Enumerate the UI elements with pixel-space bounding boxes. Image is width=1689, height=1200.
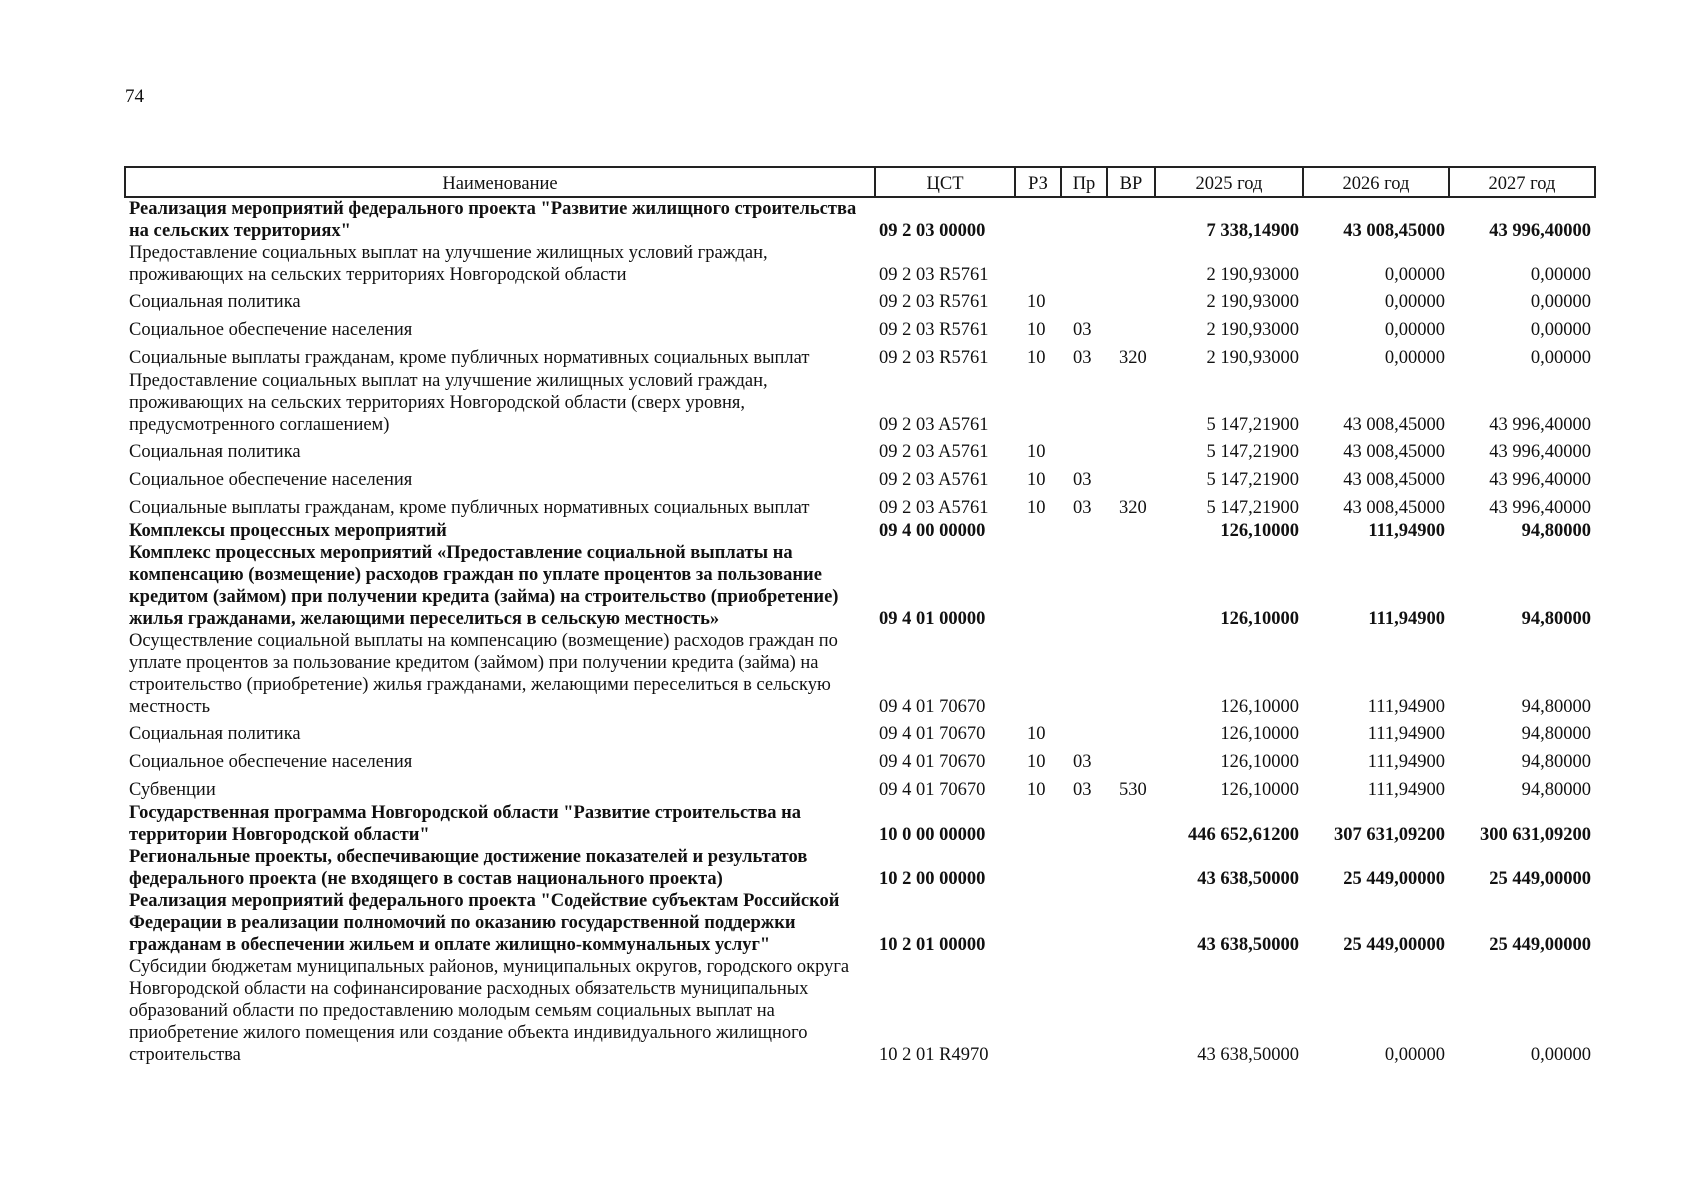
row-pr — [1061, 846, 1107, 890]
row-pr — [1061, 802, 1107, 846]
row-2025: 126,10000 — [1220, 752, 1299, 772]
table-row — [125, 802, 1595, 846]
row-rz — [1015, 197, 1061, 242]
row-name: Субсидии бюджетам муниципальных районов, муниципальных округов, городского округа Новгородской области на софинансирование расходных обязательств муниципальных образований области по предоставлению молодым семьям социальных выплат на приобретение жилого помещения или создание объекта индивидуального жилищного строительства — [129, 957, 850, 1065]
row-2026: 111,94900 — [1367, 752, 1445, 772]
row-vr — [1107, 520, 1155, 542]
row-pr: 03 — [1073, 752, 1092, 772]
row-rz — [1015, 630, 1061, 718]
row-name: Социальная политика — [129, 292, 301, 312]
row-2026: 25 449,00000 — [1343, 935, 1445, 955]
row-cst: 10 2 01 00000 — [879, 935, 986, 955]
table-row — [125, 436, 1595, 464]
row-rz: 10 — [1027, 320, 1046, 340]
row-cst: 09 2 03 A5761 — [879, 415, 989, 435]
row-2025: 5 147,21900 — [1206, 498, 1299, 518]
row-vr: 320 — [1119, 348, 1147, 368]
row-vr — [1107, 436, 1155, 464]
row-2026: 111,94900 — [1367, 697, 1445, 717]
row-2027: 0,00000 — [1530, 1045, 1591, 1065]
row-2026: 43 008,45000 — [1343, 470, 1445, 490]
row-2025: 2 190,93000 — [1206, 292, 1299, 312]
row-rz — [1015, 542, 1061, 630]
row-pr — [1061, 718, 1107, 746]
row-cst: 09 4 01 70670 — [879, 780, 986, 800]
row-pr — [1061, 890, 1107, 956]
row-2026: 0,00000 — [1384, 1045, 1445, 1065]
row-2027: 25 449,00000 — [1489, 869, 1591, 889]
row-vr — [1107, 746, 1155, 774]
row-cst: 10 2 01 R4970 — [879, 1045, 989, 1065]
col-header-2026: 2026 год — [1303, 167, 1449, 197]
row-rz: 10 — [1027, 442, 1046, 462]
row-2027: 0,00000 — [1530, 265, 1591, 285]
row-2025: 2 190,93000 — [1206, 320, 1299, 340]
row-2027: 94,80000 — [1521, 724, 1591, 744]
row-pr — [1061, 286, 1107, 314]
row-rz — [1015, 520, 1061, 542]
row-2026: 0,00000 — [1384, 320, 1445, 340]
row-2026: 43 008,45000 — [1343, 442, 1445, 462]
row-rz: 10 — [1027, 292, 1046, 312]
row-cst: 09 2 03 A5761 — [879, 498, 989, 518]
row-pr: 03 — [1073, 348, 1092, 368]
row-2026: 0,00000 — [1384, 348, 1445, 368]
row-2025: 43 638,50000 — [1197, 1045, 1299, 1065]
row-2025: 126,10000 — [1220, 697, 1299, 717]
row-cst: 09 4 01 70670 — [879, 697, 986, 717]
table-row — [125, 956, 1595, 1066]
row-vr — [1107, 890, 1155, 956]
table-row — [125, 197, 1595, 242]
row-2027: 300 631,09200 — [1480, 825, 1591, 845]
row-2025: 5 147,21900 — [1206, 415, 1299, 435]
col-header-2025: 2025 год — [1155, 167, 1303, 197]
row-pr — [1061, 370, 1107, 436]
row-rz — [1015, 802, 1061, 846]
table-row — [125, 890, 1595, 956]
table-row — [125, 774, 1595, 802]
row-2027: 43 996,40000 — [1489, 442, 1591, 462]
col-header-vr: ВР — [1107, 167, 1155, 197]
row-rz: 10 — [1027, 470, 1046, 490]
row-pr — [1061, 242, 1107, 286]
row-2026: 111,94900 — [1368, 521, 1445, 541]
table-row — [125, 846, 1595, 890]
col-header-cst: ЦСТ — [875, 167, 1015, 197]
row-vr — [1107, 314, 1155, 342]
row-cst: 09 4 01 70670 — [879, 752, 986, 772]
table-row — [125, 542, 1595, 630]
table-row — [125, 370, 1595, 436]
row-name: Комплексы процессных мероприятий — [129, 521, 447, 541]
row-rz — [1015, 370, 1061, 436]
row-2027: 43 996,40000 — [1489, 470, 1591, 490]
row-pr — [1061, 436, 1107, 464]
row-vr — [1107, 464, 1155, 492]
row-2025: 126,10000 — [1220, 609, 1299, 629]
row-pr — [1061, 197, 1107, 242]
budget-table — [124, 166, 1596, 1066]
row-2026: 43 008,45000 — [1343, 498, 1445, 518]
row-2025: 2 190,93000 — [1206, 348, 1299, 368]
row-vr — [1107, 542, 1155, 630]
col-header-pr: Пр — [1061, 167, 1107, 197]
row-2027: 94,80000 — [1521, 521, 1591, 541]
table-row — [125, 718, 1595, 746]
row-name: Региональные проекты, обеспечивающие достижение показателей и результатов федерального проекта (не входящего в состав национального проекта) — [129, 847, 808, 889]
row-rz — [1015, 846, 1061, 890]
row-2025: 5 147,21900 — [1206, 442, 1299, 462]
table-row — [125, 630, 1595, 718]
row-2027: 94,80000 — [1521, 780, 1591, 800]
row-2027: 94,80000 — [1521, 697, 1591, 717]
row-vr — [1107, 197, 1155, 242]
row-name: Социальное обеспечение населения — [129, 470, 413, 490]
row-2027: 0,00000 — [1530, 292, 1591, 312]
row-vr — [1107, 286, 1155, 314]
row-vr — [1107, 802, 1155, 846]
row-rz — [1015, 890, 1061, 956]
row-pr: 03 — [1073, 780, 1092, 800]
row-2025: 7 338,14900 — [1206, 221, 1299, 241]
row-name: Социальное обеспечение населения — [129, 320, 413, 340]
table-row — [125, 342, 1595, 370]
row-pr: 03 — [1073, 470, 1092, 490]
row-vr — [1107, 956, 1155, 1066]
row-name: Осуществление социальной выплаты на компенсацию (возмещение) расходов граждан по уплате процентов за пользование кредитом (займом) при получении кредита (займа) на строительство (приобретение) жилья гражданами, желающими переселиться в сельскую местность — [129, 631, 838, 717]
row-2025: 2 190,93000 — [1206, 265, 1299, 285]
row-vr — [1107, 846, 1155, 890]
table-row — [125, 492, 1595, 520]
row-2026: 0,00000 — [1384, 292, 1445, 312]
row-vr — [1107, 630, 1155, 718]
row-name: Социальные выплаты гражданам, кроме публичных нормативных социальных выплат — [129, 498, 810, 518]
row-vr: 530 — [1119, 780, 1147, 800]
row-2026: 307 631,09200 — [1334, 825, 1445, 845]
row-2026: 111,94900 — [1367, 780, 1445, 800]
row-cst: 09 4 01 00000 — [879, 609, 986, 629]
row-vr — [1107, 718, 1155, 746]
row-name: Предоставление социальных выплат на улучшение жилищных условий граждан, проживающих на сельских территориях Новгородской области — [129, 243, 768, 285]
row-name: Реализация мероприятий федерального проекта "Содействие субъектам Российской Федерации в реализации полномочий по оказанию государственной поддержки гражданам в обеспечении жильем и оплате жилищно-коммунальных услуг" — [129, 891, 840, 955]
row-cst: 09 2 03 00000 — [879, 221, 986, 241]
row-2026: 0,00000 — [1384, 265, 1445, 285]
row-2025: 43 638,50000 — [1197, 935, 1299, 955]
row-2026: 25 449,00000 — [1343, 869, 1445, 889]
row-cst: 09 2 03 A5761 — [879, 442, 989, 462]
table-header-row — [125, 167, 1595, 197]
table-row — [125, 746, 1595, 774]
row-cst: 09 2 03 R5761 — [879, 320, 989, 340]
row-pr — [1061, 956, 1107, 1066]
row-2026: 43 008,45000 — [1343, 221, 1445, 241]
row-rz — [1015, 242, 1061, 286]
row-cst: 09 4 01 70670 — [879, 724, 986, 744]
row-pr — [1061, 542, 1107, 630]
row-rz: 10 — [1027, 724, 1046, 744]
table-row — [125, 520, 1595, 542]
row-pr: 03 — [1073, 498, 1092, 518]
row-cst: 09 2 03 R5761 — [879, 265, 989, 285]
row-2025: 126,10000 — [1220, 724, 1299, 744]
row-rz: 10 — [1027, 348, 1046, 368]
row-cst: 09 2 03 A5761 — [879, 470, 989, 490]
row-cst: 09 2 03 R5761 — [879, 292, 989, 312]
row-2025: 446 652,61200 — [1188, 825, 1299, 845]
row-pr — [1061, 630, 1107, 718]
row-name: Реализация мероприятий федерального проекта "Развитие жилищного строительства на сельских территориях" — [129, 199, 857, 241]
row-2026: 43 008,45000 — [1343, 415, 1445, 435]
row-cst: 10 0 00 00000 — [879, 825, 986, 845]
row-2025: 43 638,50000 — [1197, 869, 1299, 889]
col-header-rz: РЗ — [1015, 167, 1061, 197]
row-name: Социальная политика — [129, 724, 301, 744]
row-2027: 0,00000 — [1530, 320, 1591, 340]
row-name: Субвенции — [129, 780, 216, 800]
table-row — [125, 314, 1595, 342]
row-vr — [1107, 370, 1155, 436]
row-name: Комплекс процессных мероприятий «Предоставление социальной выплаты на компенсацию (возмещение) расходов граждан по уплате процентов за пользование кредитом (займом) при получении кредита (займа) на строительство (приобретение) жилья гражданами, желающими переселиться в сельскую местность» — [129, 543, 839, 629]
table-row — [125, 464, 1595, 492]
row-2026: 111,94900 — [1367, 724, 1445, 744]
row-2027: 43 996,40000 — [1489, 498, 1591, 518]
row-2027: 43 996,40000 — [1489, 221, 1591, 241]
row-name: Социальные выплаты гражданам, кроме публичных нормативных социальных выплат — [129, 348, 810, 368]
row-name: Государственная программа Новгородской области "Развитие строительства на территории Новгородской области" — [129, 803, 802, 845]
row-cst: 10 2 00 00000 — [879, 869, 986, 889]
row-2027: 94,80000 — [1521, 609, 1591, 629]
row-2025: 5 147,21900 — [1206, 470, 1299, 490]
row-pr — [1061, 520, 1107, 542]
row-2025: 126,10000 — [1220, 780, 1299, 800]
row-rz: 10 — [1027, 780, 1046, 800]
row-name: Социальное обеспечение населения — [129, 752, 413, 772]
row-2027: 43 996,40000 — [1489, 415, 1591, 435]
row-name: Предоставление социальных выплат на улучшение жилищных условий граждан, проживающих на сельских территориях Новгородской области (сверх уровня, предусмотренного соглашением) — [129, 371, 768, 435]
col-header-name: Наименование — [125, 167, 875, 197]
row-2027: 94,80000 — [1521, 752, 1591, 772]
page-number: 74 — [125, 86, 144, 107]
row-cst: 09 2 03 R5761 — [879, 348, 989, 368]
row-rz: 10 — [1027, 498, 1046, 518]
row-pr: 03 — [1073, 320, 1092, 340]
row-2027: 25 449,00000 — [1489, 935, 1591, 955]
col-header-2027: 2027 год — [1449, 167, 1595, 197]
row-rz — [1015, 956, 1061, 1066]
row-vr: 320 — [1119, 498, 1147, 518]
row-cst: 09 4 00 00000 — [879, 521, 986, 541]
row-2025: 126,10000 — [1220, 521, 1299, 541]
row-2026: 111,94900 — [1368, 609, 1445, 629]
table-row — [125, 286, 1595, 314]
table-row — [125, 242, 1595, 286]
row-vr — [1107, 242, 1155, 286]
row-2027: 0,00000 — [1530, 348, 1591, 368]
row-name: Социальная политика — [129, 442, 301, 462]
row-rz: 10 — [1027, 752, 1046, 772]
